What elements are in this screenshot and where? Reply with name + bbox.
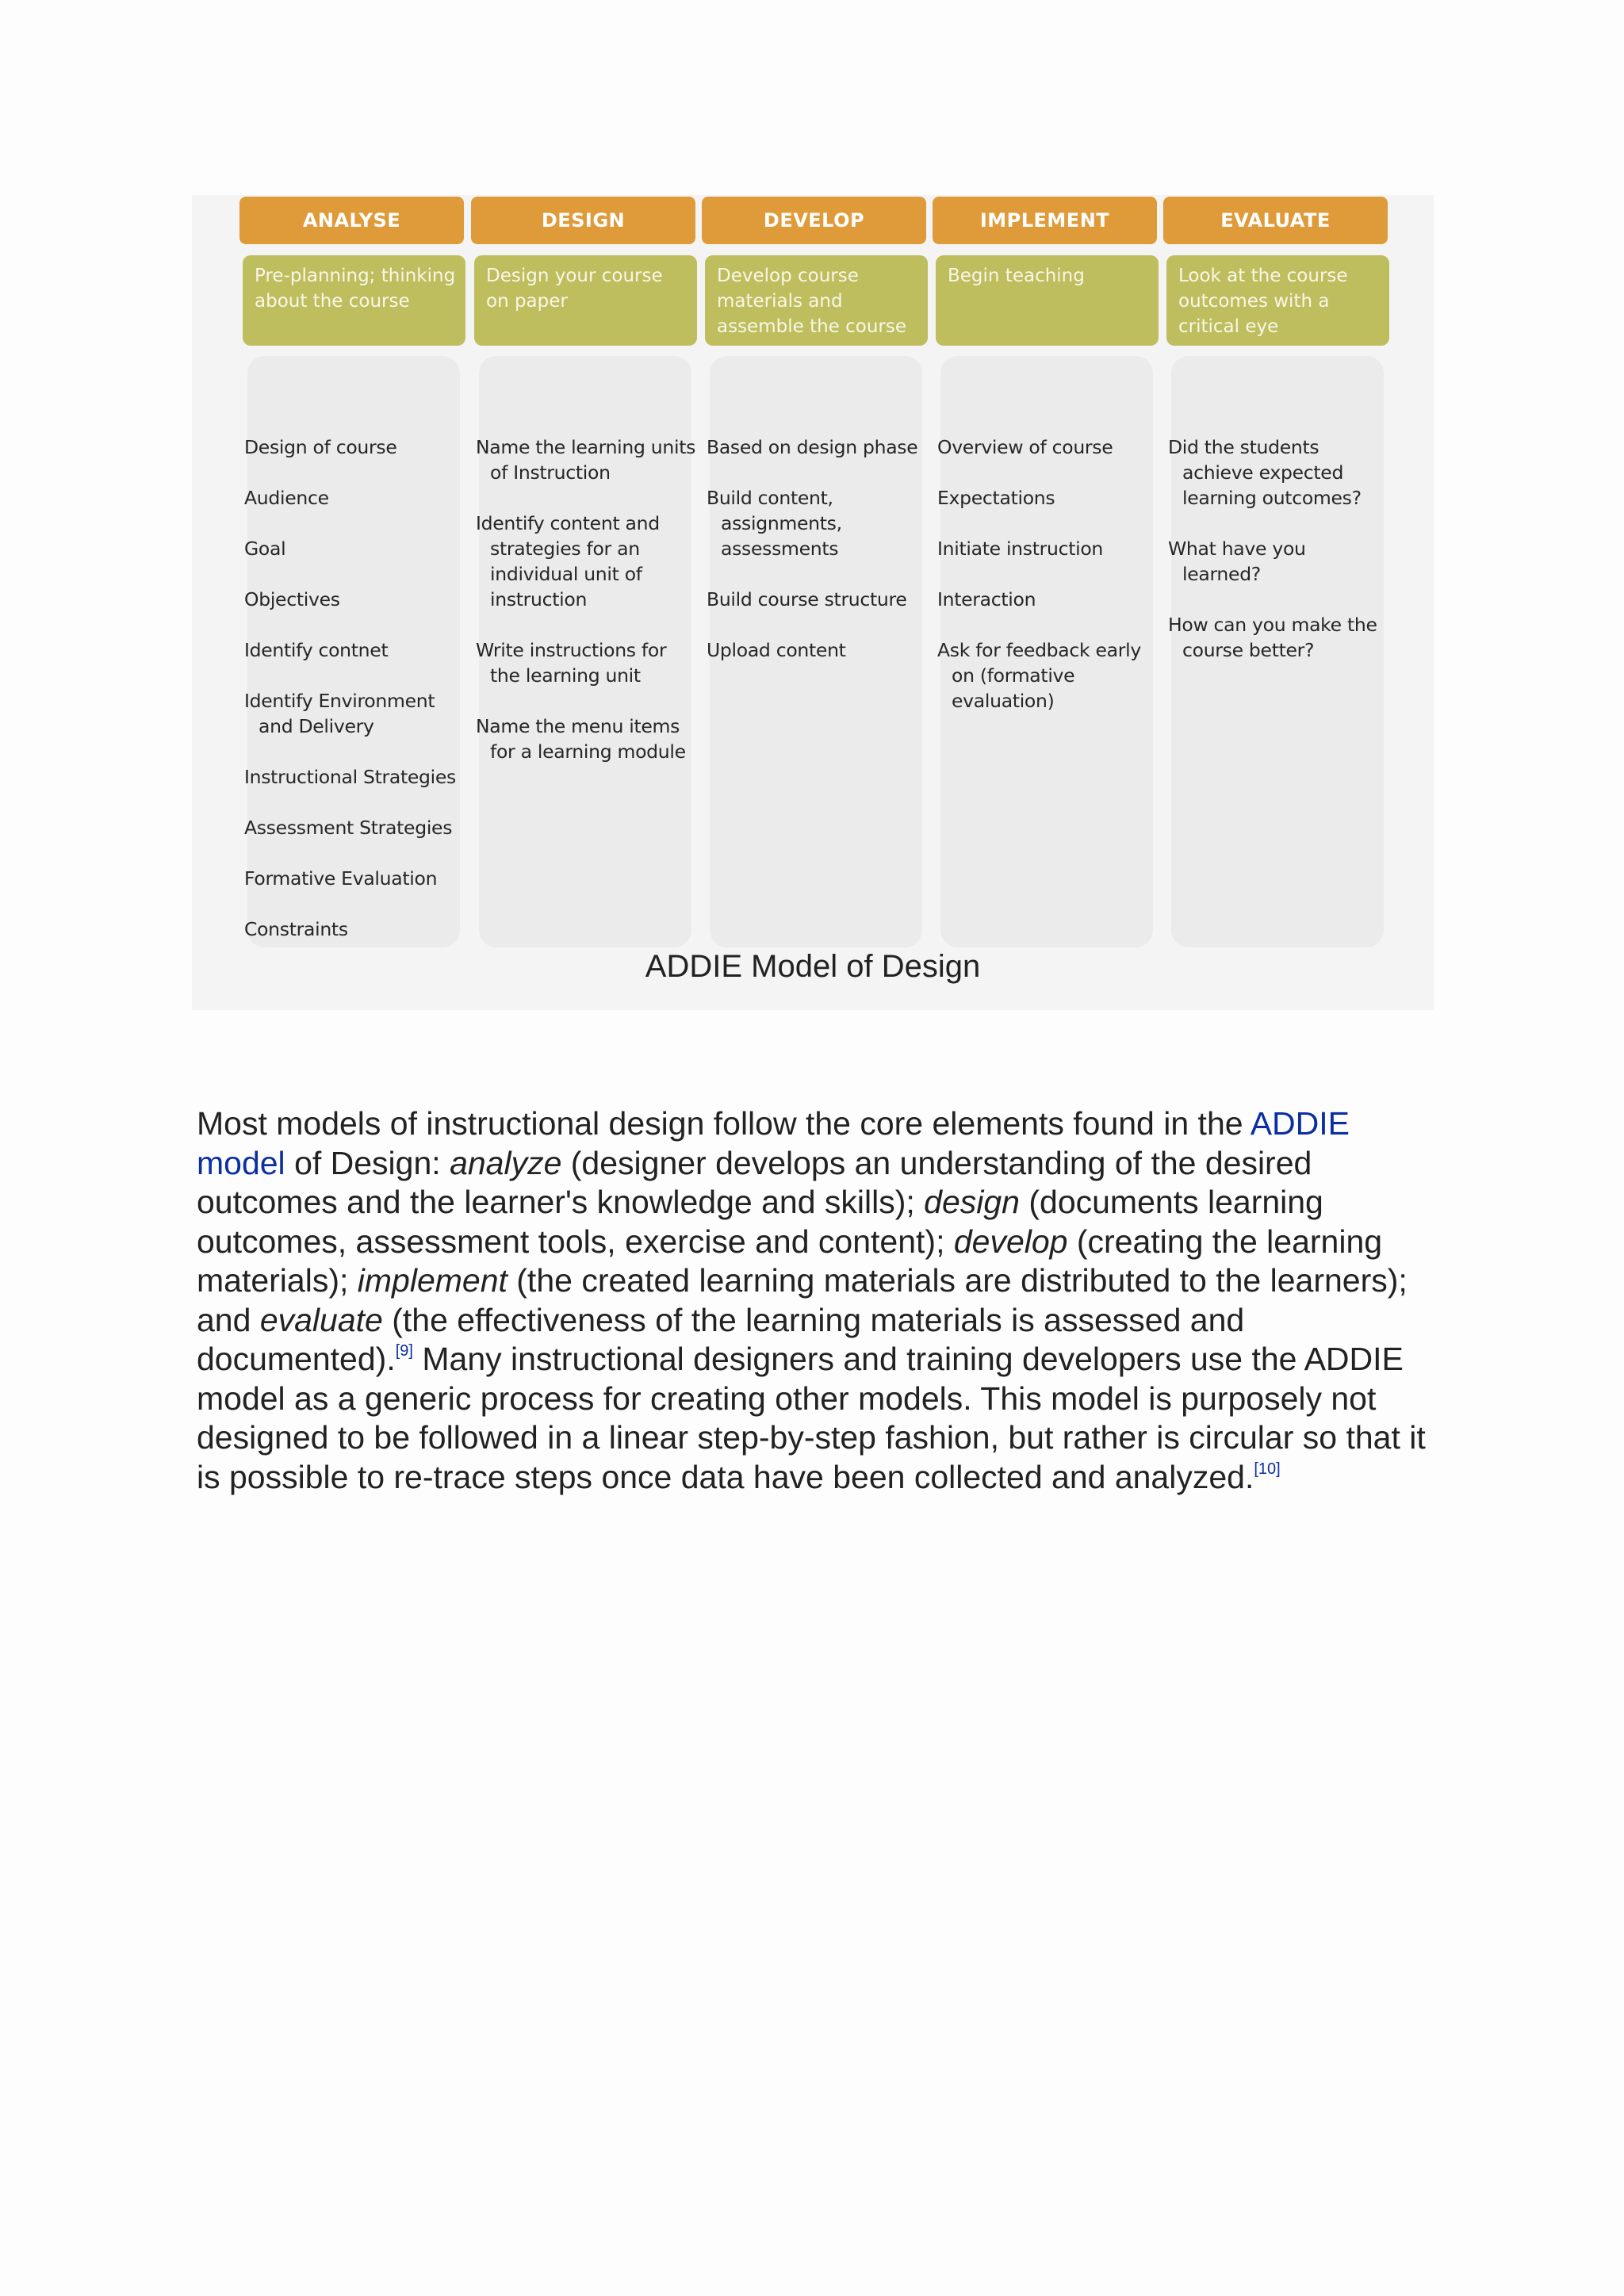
citation-10[interactable] bbox=[1254, 1460, 1280, 1478]
task-item: Identify Environment and Delivery bbox=[244, 690, 435, 737]
task-item: Design of course bbox=[244, 436, 397, 458]
task-item: Build content, assignments, assessments bbox=[707, 487, 842, 560]
task-item: Instructional Strategies bbox=[244, 766, 456, 788]
task-item: What have you learned? bbox=[1168, 538, 1306, 585]
figure-caption: ADDIE Model of Design bbox=[645, 949, 981, 984]
phase-task-list bbox=[1168, 434, 1388, 688]
paragraph-text: (the effectiveness of the learning materials is assessed and documented). bbox=[197, 1301, 1245, 1377]
phase-column-evaluate bbox=[1163, 195, 1388, 948]
phase-header: DEVELOP bbox=[702, 197, 926, 244]
task-item: Initiate instruction bbox=[937, 538, 1104, 560]
body-paragraph bbox=[197, 1104, 1442, 1497]
task-item: Formative Evaluation bbox=[244, 867, 438, 890]
task-item: Build course structure bbox=[707, 588, 907, 610]
phase-summary: Begin teaching bbox=[936, 255, 1159, 346]
emphasis-design: design bbox=[924, 1184, 1020, 1220]
emphasis-evaluate: evaluate bbox=[259, 1301, 383, 1338]
task-item: Identify content and strategies for an individual unit of instruction bbox=[476, 512, 660, 610]
paragraph-text: (the created learning materials are distributed to the learners); and bbox=[197, 1262, 1408, 1338]
task-item: Interaction bbox=[937, 588, 1036, 610]
phase-summary: Design your course on paper bbox=[474, 255, 697, 346]
phase-column-implement bbox=[933, 195, 1157, 948]
phase-header: DESIGN bbox=[471, 197, 695, 244]
citation-link[interactable]: [9] bbox=[395, 1342, 413, 1360]
addie-model-link[interactable]: ADDIE model bbox=[197, 1105, 1350, 1181]
phase-column-analyse bbox=[239, 195, 464, 948]
phase-summary: Pre-planning; thinking about the course bbox=[243, 255, 465, 346]
paragraph-text: (documents learning outcomes, assessment tools, exercise and content); bbox=[197, 1184, 1323, 1260]
phase-header: EVALUATE bbox=[1163, 197, 1388, 244]
paragraph-text: (creating the learning materials); bbox=[197, 1223, 1383, 1299]
phase-task-list bbox=[937, 434, 1158, 739]
task-item: Upload content bbox=[707, 639, 846, 661]
paragraph-text: of Design: bbox=[285, 1144, 450, 1181]
task-item: Goal bbox=[244, 538, 286, 560]
phase-task-list bbox=[707, 434, 927, 688]
task-item: Write instructions for the learning unit bbox=[476, 639, 667, 687]
phase-header: ANALYSE bbox=[239, 197, 464, 244]
task-item: Assessment Strategies bbox=[244, 817, 453, 839]
citation-9[interactable] bbox=[396, 1342, 413, 1360]
task-item: Audience bbox=[244, 487, 329, 509]
addie-figure bbox=[192, 195, 1434, 1010]
phase-task-list bbox=[244, 434, 465, 967]
emphasis-implement: implement bbox=[357, 1262, 508, 1299]
task-item: Name the learning units of Instruction bbox=[476, 436, 696, 484]
phase-column-develop bbox=[702, 195, 926, 948]
task-item: Objectives bbox=[244, 588, 340, 610]
task-item: Did the students achieve expected learning outcomes? bbox=[1168, 436, 1362, 509]
paragraph-text: Many instructional designers and training developers use the ADDIE model as a generic process for creating other models. This model is purposely not designed to be followed in a linear step-by-step fashion, but rather is circular so that it is possible to re-trace steps once data have been collected and analyzed. bbox=[197, 1341, 1426, 1495]
addie-diagram bbox=[239, 195, 1391, 948]
citation-link[interactable]: [10] bbox=[1254, 1460, 1281, 1478]
phase-column-design bbox=[471, 195, 695, 948]
task-item: Ask for feedback early on (formative evaluation) bbox=[937, 639, 1141, 712]
phase-task-list bbox=[476, 434, 696, 790]
paragraph-text: Most models of instructional design follow the core elements found in the bbox=[197, 1105, 1251, 1142]
paragraph-text: (designer develops an understanding of the desired outcomes and the learner's knowledge and skills); bbox=[197, 1144, 1312, 1220]
emphasis-analyze: analyze bbox=[450, 1144, 562, 1181]
emphasis-develop: develop bbox=[953, 1223, 1068, 1260]
task-item: How can you make the course better? bbox=[1168, 614, 1377, 661]
task-item: Name the menu items for a learning module bbox=[476, 715, 686, 763]
task-item: Expectations bbox=[937, 487, 1055, 509]
task-item: Based on design phase bbox=[707, 436, 918, 458]
task-item: Overview of course bbox=[937, 436, 1113, 458]
task-item: Constraints bbox=[244, 918, 348, 940]
phase-header: IMPLEMENT bbox=[933, 197, 1157, 244]
task-item: Identify contnet bbox=[244, 639, 389, 661]
phase-summary: Develop course materials and assemble the course bbox=[705, 255, 928, 346]
phase-summary: Look at the course outcomes with a critical eye bbox=[1166, 255, 1389, 346]
